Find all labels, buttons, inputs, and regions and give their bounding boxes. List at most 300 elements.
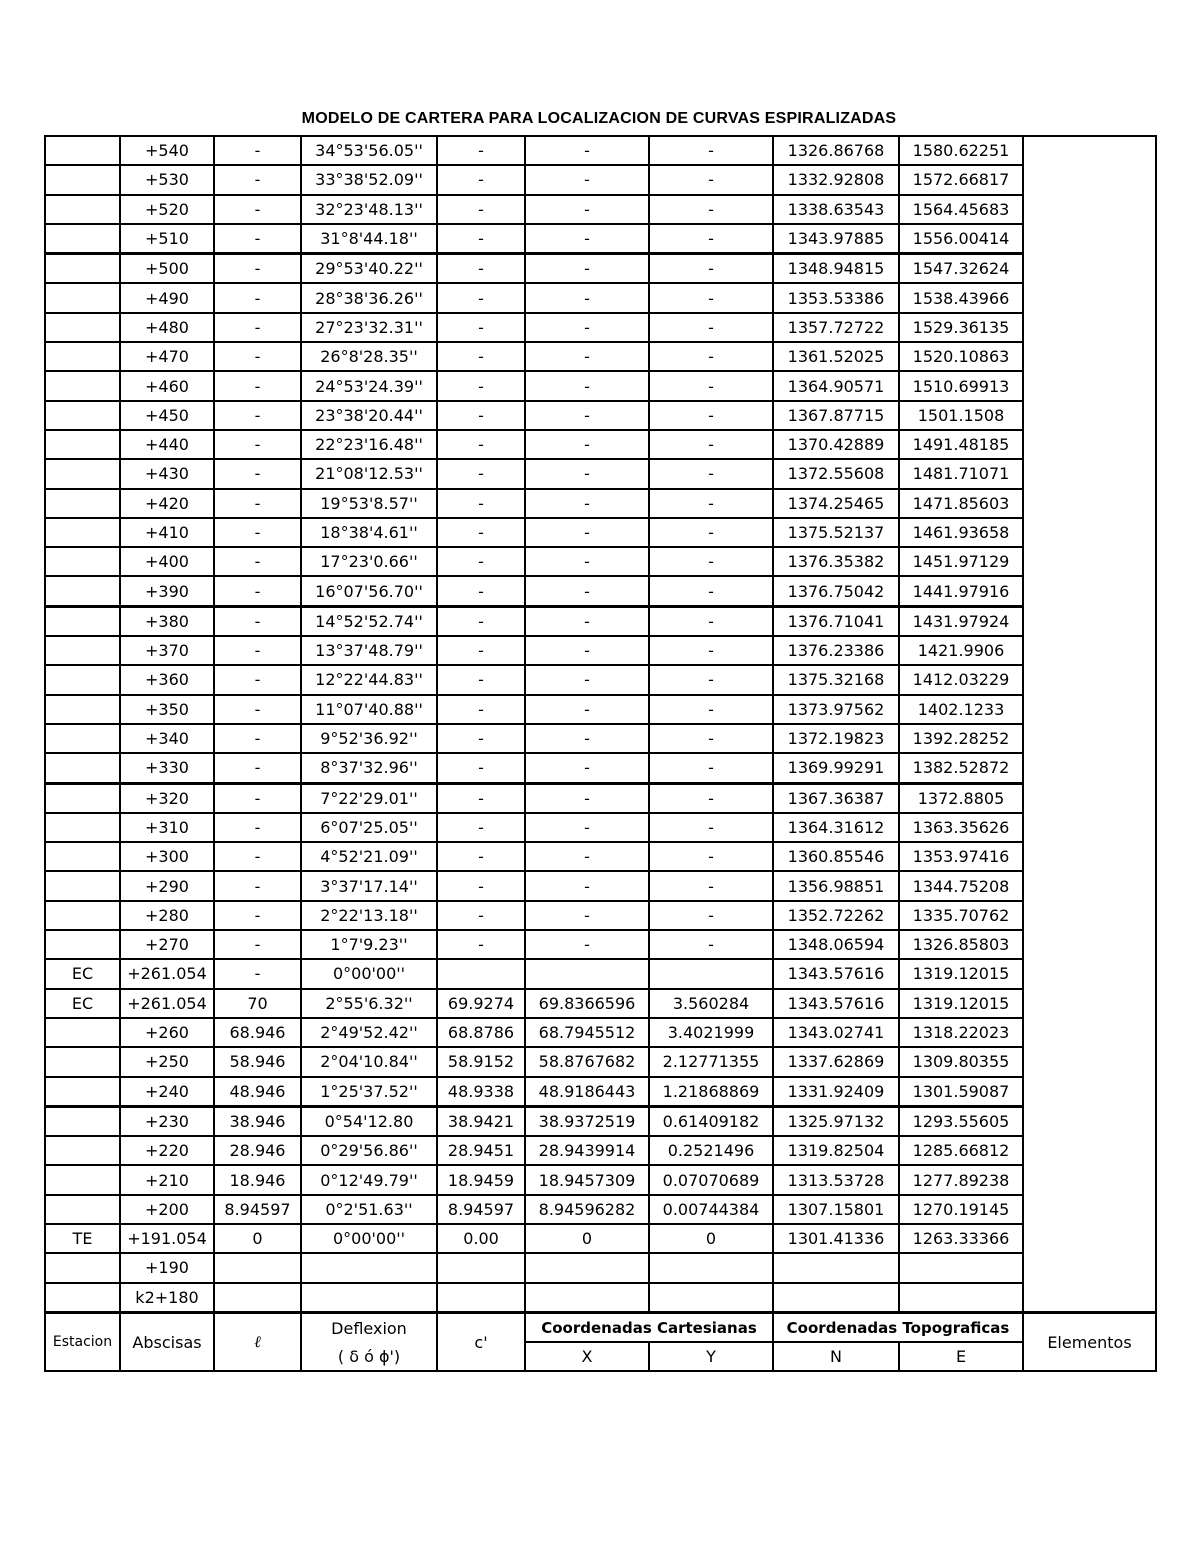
cell-estacion bbox=[45, 930, 120, 959]
cell-y: - bbox=[649, 753, 773, 783]
cell-l: - bbox=[214, 871, 301, 900]
cell-y: - bbox=[649, 165, 773, 194]
cell-e: 1263.33366 bbox=[899, 1224, 1023, 1253]
cell-n: 1343.57616 bbox=[773, 989, 899, 1018]
cell-estacion bbox=[45, 813, 120, 842]
cell-x: - bbox=[525, 576, 649, 606]
cell-estacion: EC bbox=[45, 989, 120, 1018]
cell-c: - bbox=[437, 195, 525, 224]
cell-estacion: TE bbox=[45, 1224, 120, 1253]
cell-deflexion: 11°07'40.88'' bbox=[301, 695, 437, 724]
cell-c bbox=[437, 959, 525, 988]
cell-n: 1372.55608 bbox=[773, 459, 899, 488]
cell-abscisa: +310 bbox=[120, 813, 214, 842]
cell-e: 1326.85803 bbox=[899, 930, 1023, 959]
page-title: MODELO DE CARTERA PARA LOCALIZACION DE CURVAS ESPIRALIZADAS bbox=[301, 110, 897, 127]
cell-c: - bbox=[437, 753, 525, 783]
cell-e: 1461.93658 bbox=[899, 518, 1023, 547]
cell-y: - bbox=[649, 901, 773, 930]
cell-c: - bbox=[437, 165, 525, 194]
table-row bbox=[45, 371, 1156, 400]
table-row bbox=[45, 342, 1156, 371]
cell-n: 1348.06594 bbox=[773, 930, 899, 959]
cell-y: - bbox=[649, 871, 773, 900]
cell-abscisa: +390 bbox=[120, 576, 214, 606]
cell-deflexion: 2°55'6.32'' bbox=[301, 989, 437, 1018]
cell-x: 38.9372519 bbox=[525, 1106, 649, 1136]
cell-abscisa: +250 bbox=[120, 1047, 214, 1076]
cell-e: 1402.1233 bbox=[899, 695, 1023, 724]
cell-estacion bbox=[45, 459, 120, 488]
cell-deflexion bbox=[301, 1253, 437, 1282]
table-row bbox=[45, 1253, 1156, 1282]
cell-x bbox=[525, 1253, 649, 1282]
cell-e: 1382.52872 bbox=[899, 753, 1023, 783]
cell-abscisa: +530 bbox=[120, 165, 214, 194]
table-row bbox=[45, 871, 1156, 900]
cell-x: - bbox=[525, 489, 649, 518]
cell-e: 1293.55605 bbox=[899, 1106, 1023, 1136]
cell-x: 0 bbox=[525, 1224, 649, 1253]
cell-y: 0.07070689 bbox=[649, 1165, 773, 1194]
table-row bbox=[45, 1195, 1156, 1224]
cell-c: - bbox=[437, 547, 525, 576]
cartera-table bbox=[44, 135, 1157, 1372]
table-row bbox=[45, 283, 1156, 312]
cell-estacion bbox=[45, 165, 120, 194]
cell-deflexion: 23°38'20.44'' bbox=[301, 401, 437, 430]
cell-abscisa: +300 bbox=[120, 842, 214, 871]
cell-e: 1309.80355 bbox=[899, 1047, 1023, 1076]
cell-l: - bbox=[214, 430, 301, 459]
table-row bbox=[45, 576, 1156, 606]
cell-deflexion: 3°37'17.14'' bbox=[301, 871, 437, 900]
cell-estacion bbox=[45, 753, 120, 783]
cell-y: - bbox=[649, 842, 773, 871]
cell-y: 3.4021999 bbox=[649, 1018, 773, 1047]
cell-x: - bbox=[525, 136, 649, 165]
cell-x: - bbox=[525, 665, 649, 694]
cell-estacion bbox=[45, 871, 120, 900]
cell-y: - bbox=[649, 313, 773, 342]
table-row bbox=[45, 930, 1156, 959]
cell-l: - bbox=[214, 401, 301, 430]
cell-x: - bbox=[525, 636, 649, 665]
cell-deflexion: 16°07'56.70'' bbox=[301, 576, 437, 606]
table-row bbox=[45, 636, 1156, 665]
cell-e: 1510.69913 bbox=[899, 371, 1023, 400]
cell-e: 1547.32624 bbox=[899, 254, 1023, 284]
header-topograficas: Coordenadas Topograficas bbox=[773, 1312, 1023, 1342]
cell-abscisa: +191.054 bbox=[120, 1224, 214, 1253]
cell-l: - bbox=[214, 930, 301, 959]
cell-l: - bbox=[214, 576, 301, 606]
cell-y: - bbox=[649, 576, 773, 606]
cell-y: - bbox=[649, 636, 773, 665]
cell-e: 1363.35626 bbox=[899, 813, 1023, 842]
cell-n: 1343.97885 bbox=[773, 224, 899, 254]
header-deflexion-symbol: ( δ ó ϕ') bbox=[301, 1342, 437, 1371]
cell-l: - bbox=[214, 489, 301, 518]
cell-l: - bbox=[214, 254, 301, 284]
table-row bbox=[45, 901, 1156, 930]
cell-abscisa: +190 bbox=[120, 1253, 214, 1282]
cell-abscisa: +240 bbox=[120, 1077, 214, 1107]
table-row bbox=[45, 783, 1156, 813]
cell-deflexion: 18°38'4.61'' bbox=[301, 518, 437, 547]
cell-n: 1352.72262 bbox=[773, 901, 899, 930]
cell-n: 1301.41336 bbox=[773, 1224, 899, 1253]
cell-x: 18.9457309 bbox=[525, 1165, 649, 1194]
cell-y: - bbox=[649, 371, 773, 400]
cell-estacion bbox=[45, 430, 120, 459]
cell-n: 1360.85546 bbox=[773, 842, 899, 871]
cell-c: - bbox=[437, 576, 525, 606]
cell-c: - bbox=[437, 430, 525, 459]
table-row bbox=[45, 959, 1156, 988]
cell-deflexion: 31°8'44.18'' bbox=[301, 224, 437, 254]
cell-deflexion: 24°53'24.39'' bbox=[301, 371, 437, 400]
cell-e: 1481.71071 bbox=[899, 459, 1023, 488]
table-row bbox=[45, 224, 1156, 254]
cell-n: 1338.63543 bbox=[773, 195, 899, 224]
cell-l: 0 bbox=[214, 1224, 301, 1253]
cell-l: - bbox=[214, 165, 301, 194]
cell-y: - bbox=[649, 254, 773, 284]
cell-estacion bbox=[45, 313, 120, 342]
cell-l: - bbox=[214, 518, 301, 547]
cell-abscisa: +380 bbox=[120, 606, 214, 636]
cell-estacion bbox=[45, 371, 120, 400]
cell-estacion bbox=[45, 576, 120, 606]
cell-n: 1356.98851 bbox=[773, 871, 899, 900]
cell-abscisa: k2+180 bbox=[120, 1283, 214, 1313]
cell-x: 8.94596282 bbox=[525, 1195, 649, 1224]
cell-y: 0.2521496 bbox=[649, 1136, 773, 1165]
table-header bbox=[45, 1312, 1156, 1371]
cell-e: 1319.12015 bbox=[899, 989, 1023, 1018]
cell-c: - bbox=[437, 665, 525, 694]
table-row bbox=[45, 547, 1156, 576]
cell-e: 1318.22023 bbox=[899, 1018, 1023, 1047]
cell-c: - bbox=[437, 901, 525, 930]
cell-y: 0.00744384 bbox=[649, 1195, 773, 1224]
table-row bbox=[45, 1283, 1156, 1313]
cell-c: 8.94597 bbox=[437, 1195, 525, 1224]
cell-estacion bbox=[45, 195, 120, 224]
cell-x: 69.8366596 bbox=[525, 989, 649, 1018]
cell-e: 1451.97129 bbox=[899, 547, 1023, 576]
header-abscisas: Abscisas bbox=[120, 1312, 214, 1371]
cell-l bbox=[214, 1283, 301, 1313]
cell-x: - bbox=[525, 753, 649, 783]
cell-y: - bbox=[649, 783, 773, 813]
cell-estacion bbox=[45, 1283, 120, 1313]
cell-n: 1331.92409 bbox=[773, 1077, 899, 1107]
cell-l: - bbox=[214, 724, 301, 753]
cell-e bbox=[899, 1283, 1023, 1313]
cell-estacion bbox=[45, 547, 120, 576]
table-row bbox=[45, 813, 1156, 842]
table-row bbox=[45, 430, 1156, 459]
cell-l: - bbox=[214, 636, 301, 665]
cell-y: - bbox=[649, 724, 773, 753]
cell-abscisa: +370 bbox=[120, 636, 214, 665]
cell-estacion bbox=[45, 136, 120, 165]
table-row bbox=[45, 1136, 1156, 1165]
cell-abscisa: +400 bbox=[120, 547, 214, 576]
cell-c: - bbox=[437, 930, 525, 959]
cell-e: 1421.9906 bbox=[899, 636, 1023, 665]
cell-abscisa: +200 bbox=[120, 1195, 214, 1224]
table-row bbox=[45, 165, 1156, 194]
cell-c: - bbox=[437, 842, 525, 871]
cell-x: - bbox=[525, 371, 649, 400]
table-row bbox=[45, 724, 1156, 753]
cell-x: - bbox=[525, 342, 649, 371]
cell-l: - bbox=[214, 959, 301, 988]
cell-x: - bbox=[525, 401, 649, 430]
cell-deflexion: 8°37'32.96'' bbox=[301, 753, 437, 783]
cell-abscisa: +440 bbox=[120, 430, 214, 459]
header-n: N bbox=[773, 1342, 899, 1371]
cell-l: - bbox=[214, 842, 301, 871]
cell-estacion bbox=[45, 636, 120, 665]
cell-x: - bbox=[525, 871, 649, 900]
cell-deflexion: 0°54'12.80 bbox=[301, 1106, 437, 1136]
cell-estacion bbox=[45, 401, 120, 430]
cell-n: 1375.52137 bbox=[773, 518, 899, 547]
cell-c: - bbox=[437, 459, 525, 488]
cell-c: 28.9451 bbox=[437, 1136, 525, 1165]
cell-abscisa: +340 bbox=[120, 724, 214, 753]
header-c: c' bbox=[437, 1312, 525, 1371]
cell-l: - bbox=[214, 459, 301, 488]
cell-deflexion: 33°38'52.09'' bbox=[301, 165, 437, 194]
cell-abscisa: +520 bbox=[120, 195, 214, 224]
cell-deflexion: 28°38'36.26'' bbox=[301, 283, 437, 312]
cell-c: - bbox=[437, 489, 525, 518]
cell-abscisa: +430 bbox=[120, 459, 214, 488]
cell-abscisa: +320 bbox=[120, 783, 214, 813]
cell-y: - bbox=[649, 224, 773, 254]
cell-abscisa: +230 bbox=[120, 1106, 214, 1136]
cell-y: - bbox=[649, 136, 773, 165]
cell-y: 1.21868869 bbox=[649, 1077, 773, 1107]
cell-deflexion: 12°22'44.83'' bbox=[301, 665, 437, 694]
cell-abscisa: +261.054 bbox=[120, 959, 214, 988]
cell-n bbox=[773, 1283, 899, 1313]
cell-c bbox=[437, 1253, 525, 1282]
header-estacion: Estacion bbox=[45, 1312, 120, 1371]
cell-n: 1367.36387 bbox=[773, 783, 899, 813]
cell-deflexion: 1°25'37.52'' bbox=[301, 1077, 437, 1107]
cell-e: 1491.48185 bbox=[899, 430, 1023, 459]
cell-n: 1376.71041 bbox=[773, 606, 899, 636]
cell-y: - bbox=[649, 606, 773, 636]
cell-n: 1373.97562 bbox=[773, 695, 899, 724]
cell-n bbox=[773, 1253, 899, 1282]
cell-x: - bbox=[525, 783, 649, 813]
cell-c: - bbox=[437, 401, 525, 430]
table-row bbox=[45, 136, 1156, 165]
cell-n: 1376.75042 bbox=[773, 576, 899, 606]
cell-c: - bbox=[437, 224, 525, 254]
cell-deflexion: 27°23'32.31'' bbox=[301, 313, 437, 342]
cell-y: - bbox=[649, 813, 773, 842]
cell-l: 58.946 bbox=[214, 1047, 301, 1076]
cell-estacion bbox=[45, 1136, 120, 1165]
cell-abscisa: +210 bbox=[120, 1165, 214, 1194]
cell-c: - bbox=[437, 783, 525, 813]
cell-e: 1441.97916 bbox=[899, 576, 1023, 606]
cell-estacion bbox=[45, 489, 120, 518]
cell-y: - bbox=[649, 195, 773, 224]
cell-e: 1431.97924 bbox=[899, 606, 1023, 636]
cell-n: 1326.86768 bbox=[773, 136, 899, 165]
cell-deflexion: 6°07'25.05'' bbox=[301, 813, 437, 842]
cell-deflexion: 26°8'28.35'' bbox=[301, 342, 437, 371]
cell-x: - bbox=[525, 283, 649, 312]
cell-estacion bbox=[45, 1106, 120, 1136]
cell-c: - bbox=[437, 342, 525, 371]
cell-n: 1348.94815 bbox=[773, 254, 899, 284]
table-row bbox=[45, 753, 1156, 783]
cell-n: 1343.57616 bbox=[773, 959, 899, 988]
cell-abscisa: +280 bbox=[120, 901, 214, 930]
cell-c: 38.9421 bbox=[437, 1106, 525, 1136]
cell-n: 1361.52025 bbox=[773, 342, 899, 371]
cell-abscisa: +470 bbox=[120, 342, 214, 371]
cell-estacion bbox=[45, 1253, 120, 1282]
cell-l: - bbox=[214, 224, 301, 254]
cell-n: 1375.32168 bbox=[773, 665, 899, 694]
cell-y: 3.560284 bbox=[649, 989, 773, 1018]
cell-l: - bbox=[214, 313, 301, 342]
cell-e: 1412.03229 bbox=[899, 665, 1023, 694]
cell-e: 1344.75208 bbox=[899, 871, 1023, 900]
cell-c: - bbox=[437, 371, 525, 400]
cell-deflexion: 9°52'36.92'' bbox=[301, 724, 437, 753]
cell-y: - bbox=[649, 459, 773, 488]
cell-l: - bbox=[214, 371, 301, 400]
cell-abscisa: +330 bbox=[120, 753, 214, 783]
cell-abscisa: +261.054 bbox=[120, 989, 214, 1018]
cell-x: - bbox=[525, 313, 649, 342]
cell-c: - bbox=[437, 695, 525, 724]
cell-deflexion: 19°53'8.57'' bbox=[301, 489, 437, 518]
cell-l: 68.946 bbox=[214, 1018, 301, 1047]
cell-abscisa: +460 bbox=[120, 371, 214, 400]
cell-deflexion: 13°37'48.79'' bbox=[301, 636, 437, 665]
cell-abscisa: +540 bbox=[120, 136, 214, 165]
cell-c: - bbox=[437, 813, 525, 842]
cell-deflexion: 7°22'29.01'' bbox=[301, 783, 437, 813]
cell-n: 1353.53386 bbox=[773, 283, 899, 312]
table-row bbox=[45, 459, 1156, 488]
table-body bbox=[45, 136, 1156, 1312]
cell-e: 1270.19145 bbox=[899, 1195, 1023, 1224]
cell-x: - bbox=[525, 430, 649, 459]
cell-n: 1369.99291 bbox=[773, 753, 899, 783]
header-deflexion: Deflexion bbox=[301, 1312, 437, 1342]
cell-deflexion: 0°12'49.79'' bbox=[301, 1165, 437, 1194]
cell-estacion bbox=[45, 1195, 120, 1224]
cell-l: - bbox=[214, 606, 301, 636]
cell-l: - bbox=[214, 783, 301, 813]
cell-y: - bbox=[649, 518, 773, 547]
cell-x bbox=[525, 959, 649, 988]
cell-x: - bbox=[525, 813, 649, 842]
cell-l: 8.94597 bbox=[214, 1195, 301, 1224]
cell-c: - bbox=[437, 518, 525, 547]
cell-n: 1332.92808 bbox=[773, 165, 899, 194]
cell-abscisa: +420 bbox=[120, 489, 214, 518]
cell-c: - bbox=[437, 606, 525, 636]
cell-deflexion: 4°52'21.09'' bbox=[301, 842, 437, 871]
cell-abscisa: +510 bbox=[120, 224, 214, 254]
cell-n: 1307.15801 bbox=[773, 1195, 899, 1224]
cell-y bbox=[649, 1253, 773, 1282]
header-l: ℓ bbox=[214, 1312, 301, 1371]
cell-l: - bbox=[214, 753, 301, 783]
cell-n: 1376.35382 bbox=[773, 547, 899, 576]
cell-y: - bbox=[649, 547, 773, 576]
cell-n: 1343.02741 bbox=[773, 1018, 899, 1047]
cell-estacion bbox=[45, 283, 120, 312]
cell-deflexion: 2°04'10.84'' bbox=[301, 1047, 437, 1076]
cell-estacion bbox=[45, 724, 120, 753]
cell-l: - bbox=[214, 342, 301, 371]
cell-estacion bbox=[45, 665, 120, 694]
cell-c: - bbox=[437, 871, 525, 900]
cell-y bbox=[649, 959, 773, 988]
cell-l bbox=[214, 1253, 301, 1282]
cell-estacion bbox=[45, 254, 120, 284]
cell-c: 0.00 bbox=[437, 1224, 525, 1253]
cell-c: - bbox=[437, 254, 525, 284]
cell-abscisa: +260 bbox=[120, 1018, 214, 1047]
table-row bbox=[45, 665, 1156, 694]
table-row bbox=[45, 1047, 1156, 1076]
cell-x: - bbox=[525, 901, 649, 930]
cell-abscisa: +500 bbox=[120, 254, 214, 284]
cell-y: 2.12771355 bbox=[649, 1047, 773, 1076]
cell-e: 1501.1508 bbox=[899, 401, 1023, 430]
table-row bbox=[45, 1018, 1156, 1047]
cell-estacion bbox=[45, 1018, 120, 1047]
cell-estacion bbox=[45, 901, 120, 930]
table-row bbox=[45, 195, 1156, 224]
cell-l: - bbox=[214, 813, 301, 842]
header-y: Y bbox=[649, 1342, 773, 1371]
cell-x: - bbox=[525, 224, 649, 254]
cell-y: - bbox=[649, 489, 773, 518]
cell-l: - bbox=[214, 665, 301, 694]
header-cartesianas: Coordenadas Cartesianas bbox=[525, 1312, 773, 1342]
cell-e: 1520.10863 bbox=[899, 342, 1023, 371]
cell-l: - bbox=[214, 695, 301, 724]
cell-deflexion: 2°49'52.42'' bbox=[301, 1018, 437, 1047]
cell-c: 58.9152 bbox=[437, 1047, 525, 1076]
cell-e: 1277.89238 bbox=[899, 1165, 1023, 1194]
header-x: X bbox=[525, 1342, 649, 1371]
cell-deflexion bbox=[301, 1283, 437, 1313]
cell-estacion bbox=[45, 518, 120, 547]
table-row bbox=[45, 842, 1156, 871]
cell-y: - bbox=[649, 401, 773, 430]
table-row bbox=[45, 313, 1156, 342]
